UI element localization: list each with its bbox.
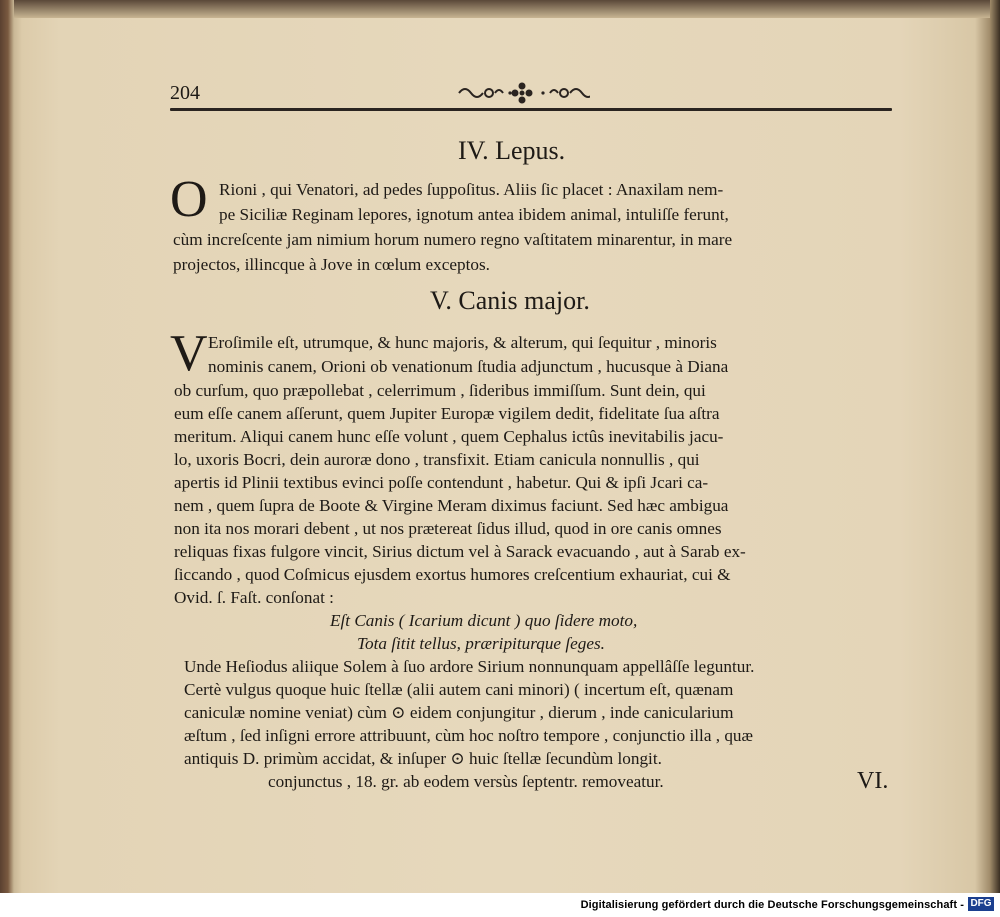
digitization-footer: [0, 893, 1000, 917]
text-line: conjunctus , 18. gr. ab eodem versùs ſeptentr. removeatur.: [268, 772, 664, 791]
text-line: reliquas fixas fulgore vincit, Sirius dictum vel à Sarack evacuando , aut à Sarab ex-: [174, 542, 746, 561]
text-line: æſtum , ſed inſigni errore attribuunt, cùm hoc noſtro tempore , conjunctio illa , quæ: [184, 726, 753, 745]
section-heading-canis-major: V. Canis major.: [430, 286, 590, 315]
text-line: meritum. Aliqui canem hunc eſſe volunt , quem Cephalus ictûs inevitabilis jacu-: [174, 427, 724, 446]
text-line: Certè vulgus quoque huic ſtellæ (alii autem cani minori) ( incertum eſt, quænam: [184, 680, 734, 699]
page-top-edge: [14, 0, 990, 18]
dropcap-o: O: [170, 171, 208, 228]
text-line: nominis canem, Orioni ob venationum ſtudia adjunctum , hucusque à Diana: [208, 357, 729, 376]
text-line: pe Siciliæ Reginam lepores, ignotum antea ibidem animal, intuliſſe ferunt,: [219, 205, 729, 224]
text-line: Rioni , qui Venatori, ad pedes ſuppoſitus. Aliis ſic placet : Anaxilam nem-: [219, 180, 724, 199]
text-line: cùm increſcente jam nimium horum numero regno vaſtitatem minarentur, in mare: [173, 230, 733, 249]
text-line: caniculæ nomine veniat) cùm ⊙ eidem conjungitur , dierum , inde canicularium: [184, 703, 734, 722]
header-rule: [170, 108, 892, 111]
header-ornament-icon: [455, 80, 590, 106]
dropcap-v: V: [170, 325, 208, 382]
section-heading-lepus: IV. Lepus.: [458, 136, 566, 165]
text-line: antiquis D. primùm accidat, & inſuper ⊙ huic ſtellæ ſecundùm longit.: [184, 749, 662, 768]
text-line: lo, uxoris Bocri, dein auroræ dono , transfixit. Etiam canicula nonnullis , qui: [174, 450, 700, 469]
text-line: Unde Heſiodus aliique Solem à ſuo ardore Sirium nonnunquam appellâſſe leguntur.: [184, 657, 755, 676]
dfg-logo-icon: DFG: [968, 897, 994, 911]
text-line: nem , quem ſupra de Boote & Virgine Meram diximus faciunt. Sed hæc ambigua: [174, 496, 729, 515]
text-line: Eroſimile eſt, utrumque, & hunc majoris, & alterum, qui ſequitur , minoris: [208, 333, 717, 352]
verse-line: Eſt Canis ( Icarium dicunt ) quo ſidere moto,: [330, 611, 638, 630]
text-line: Ovid. ſ. Faſt. conſonat :: [174, 588, 334, 607]
catchword: VI.: [857, 768, 889, 794]
text-line: ſiccando , quod Coſmicus ejusdem exortus humores creſcentium exhauriat, cui &: [174, 565, 731, 584]
text-line: projectos, illincque à Jove in cœlum exceptos.: [173, 255, 490, 274]
text-line: eum eſſe canem aſſerunt, quem Jupiter Europæ vigilem dedit, fidelitate ſua aſtra: [174, 404, 720, 423]
footer-credit: Digitalisierung gefördert durch die Deutsche Forschungsgemeinschaft -: [580, 899, 964, 911]
text-line: ob curſum, quo præpollebat , celerrimum , ſideribus immiſſum. Sunt dein, qui: [174, 381, 706, 400]
text-line: apertis id Plinii textibus evinci poſſe contendunt , habetur. Qui & ipſi Jcari ca-: [174, 473, 709, 492]
verse-line: Tota ſitit tellus, præripiturque ſeges.: [357, 634, 605, 653]
page-number: 204: [170, 82, 200, 104]
text-line: non ita nos morari debent , ut nos prætereat ſidus illud, quod in ore canis omnes: [174, 519, 722, 538]
